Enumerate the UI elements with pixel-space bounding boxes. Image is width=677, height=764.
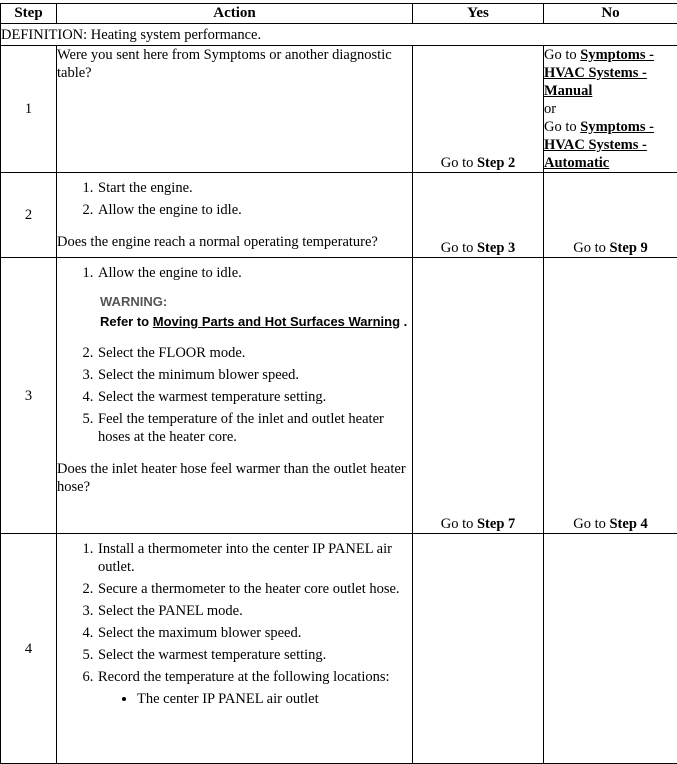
step-number: 2 <box>1 173 57 258</box>
step-number: 3 <box>1 258 57 534</box>
action-item: 1. Start the engine. <box>97 179 412 197</box>
no-cell <box>544 173 677 258</box>
header-no: No <box>544 4 677 24</box>
go-to-text: Go to <box>544 119 577 135</box>
go-to-text: Go to <box>441 240 474 256</box>
header-step: Step <box>1 4 57 24</box>
action-item: 5. Feel the temperature of the inlet and outlet heater hoses at the heater core. <box>97 410 412 446</box>
or-text: or <box>544 101 556 117</box>
warning-text: Refer to <box>100 314 149 329</box>
yes-step-link[interactable]: Step 3 <box>477 240 515 256</box>
step-number: 4 <box>1 534 57 764</box>
action-item: 1. Install a thermometer into the center IP PANEL air outlet. <box>97 540 412 576</box>
step-action <box>57 258 413 534</box>
definition-row <box>1 24 677 46</box>
no-cell <box>544 534 677 764</box>
action-item: 6. Record the temperature at the following locations: <box>97 668 412 686</box>
warning-end: . <box>404 314 408 329</box>
no-step-link[interactable]: Step 9 <box>609 240 647 256</box>
step-question: Does the engine reach a normal operating temperature? <box>57 233 412 251</box>
go-to-text: Go to <box>544 47 577 63</box>
no-cell <box>544 258 677 534</box>
step-question: Does the inlet heater hose feel warmer than the outlet heater hose? <box>57 460 412 496</box>
header-action: Action <box>57 4 413 24</box>
yes-cell <box>413 173 544 258</box>
no-cell <box>544 46 677 173</box>
table-row <box>1 534 677 764</box>
action-item: 4. Select the warmest temperature setting. <box>97 388 412 406</box>
warning-link[interactable]: Moving Parts and Hot Surfaces Warning <box>153 314 400 329</box>
yes-cell <box>413 258 544 534</box>
yes-step-link[interactable]: Step 7 <box>477 516 515 532</box>
warning-box <box>100 294 412 330</box>
action-item: 1. Allow the engine to idle. <box>97 264 412 282</box>
definition-text: DEFINITION: Heating system performance. <box>1 24 677 46</box>
warning-body <box>100 314 412 330</box>
yes-cell <box>413 534 544 764</box>
action-list <box>57 264 412 282</box>
action-item: 2. Allow the engine to idle. <box>97 201 412 219</box>
go-to-text: Go to <box>441 516 474 532</box>
action-list <box>57 179 412 219</box>
warning-title: WARNING: <box>100 294 412 310</box>
header-yes: Yes <box>413 4 544 24</box>
action-item: 5. Select the warmest temperature setting. <box>97 646 412 664</box>
step-action <box>57 173 413 258</box>
action-item: 2. Select the FLOOR mode. <box>97 344 412 362</box>
action-item: 4. Select the maximum blower speed. <box>97 624 412 642</box>
diagnostic-table <box>0 3 677 764</box>
yes-step-link[interactable]: Step 2 <box>477 155 515 171</box>
step-number: 1 <box>1 46 57 173</box>
action-list <box>57 540 412 686</box>
table-row <box>1 173 677 258</box>
sub-bullet-item: • The center IP PANEL air outlet <box>137 690 412 708</box>
symptoms-manual-link[interactable]: Symptoms - HVAC Systems - Manual <box>544 47 654 99</box>
go-to-text: Go to <box>573 240 606 256</box>
action-item: 3. Select the PANEL mode. <box>97 602 412 620</box>
header-row <box>1 4 677 24</box>
action-list <box>57 344 412 446</box>
table-row <box>1 258 677 534</box>
action-item: 2. Secure a thermometer to the heater core outlet hose. <box>97 580 412 598</box>
no-step-link[interactable]: Step 4 <box>609 516 647 532</box>
symptoms-automatic-link[interactable]: Symptoms - HVAC Systems - Automatic <box>544 119 654 171</box>
yes-cell <box>413 46 544 173</box>
go-to-text: Go to <box>573 516 606 532</box>
step-question: Were you sent here from Symptoms or another diagnostic table? <box>57 46 413 173</box>
go-to-text: Go to <box>441 155 474 171</box>
sub-bullet-list <box>57 690 412 708</box>
table-row <box>1 46 677 173</box>
action-item: 3. Select the minimum blower speed. <box>97 366 412 384</box>
step-action <box>57 534 413 764</box>
